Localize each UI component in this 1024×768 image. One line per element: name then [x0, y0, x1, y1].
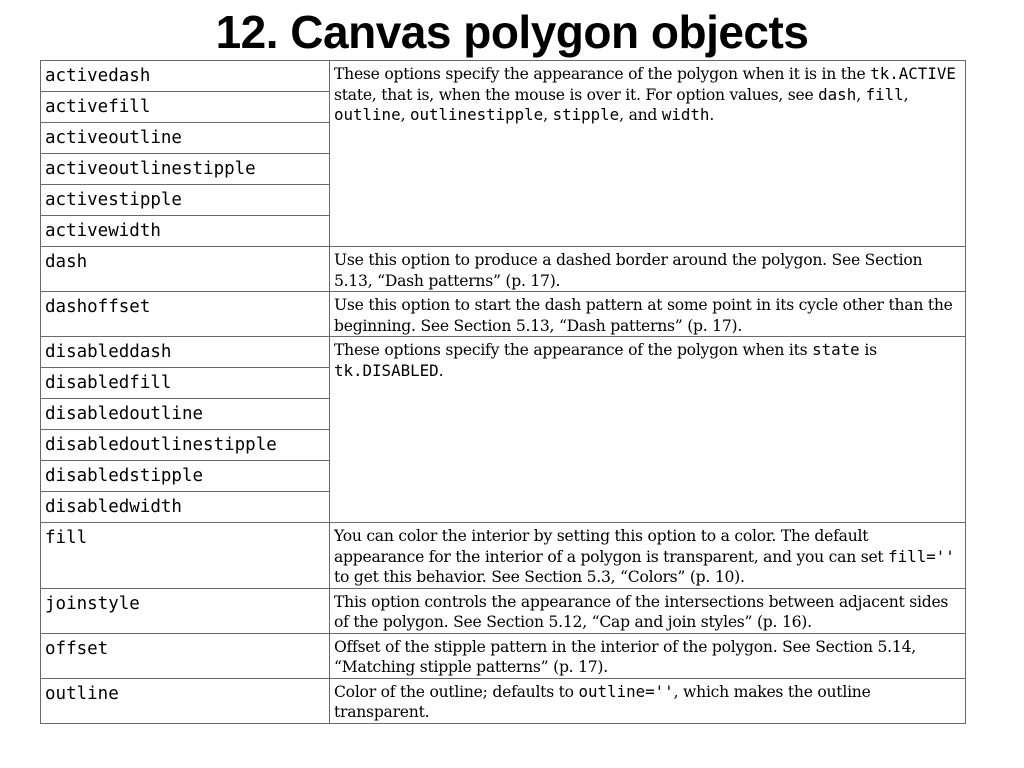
table-row: [41, 588, 966, 633]
description-text: Color of the outline; defaults to: [334, 682, 579, 701]
option-name-cell: activewidth: [41, 216, 330, 247]
option-description-cell: [330, 247, 966, 292]
description-text: You can color the interior by setting this option to a color. The default appearance for the interior of a polygon is transparent, and you can set: [334, 527, 889, 566]
description-text: .: [709, 106, 715, 124]
description-text: to get this behavior. See Section 5.3, “Colors” (p. 10).: [334, 568, 745, 586]
code-term: outline: [334, 105, 401, 124]
table-row: [41, 633, 966, 678]
option-name-cell: activedash: [41, 61, 330, 92]
option-name-cell: disabledwidth: [41, 492, 330, 523]
description-text: ,: [400, 106, 410, 124]
code-term: fill='': [888, 546, 955, 566]
options-table: [40, 60, 966, 724]
option-name-cell: joinstyle: [41, 588, 330, 633]
option-name-cell: outline: [41, 678, 330, 723]
option-description-cell: [330, 61, 966, 247]
option-name-cell: activeoutlinestipple: [41, 154, 330, 185]
option-name-cell: disabledoutline: [41, 399, 330, 430]
table-row: [41, 292, 966, 337]
option-name-cell: activeoutline: [41, 123, 330, 154]
description-text: .: [438, 361, 444, 380]
description-text: Use this option to produce a dashed border around the polygon. See Section 5.13, “Dash patterns” (p. 17).: [334, 251, 923, 290]
code-term: tk.DISABLED: [334, 360, 439, 380]
code-term: fill: [865, 84, 904, 104]
option-description-cell: [330, 337, 966, 523]
description-text: ,: [903, 85, 909, 104]
code-term: dash: [818, 84, 857, 104]
description-text: state, that is, when the mouse is over it. For option values, see: [334, 85, 819, 104]
option-description-cell: [330, 588, 966, 633]
option-description-cell: [330, 633, 966, 678]
option-description-cell: [330, 292, 966, 337]
description-text: , and: [619, 106, 662, 124]
description-text: This option controls the appearance of the intersections between adjacent sides of the polygon. See Section 5.12, “Cap and join styles” (p. 16).: [334, 592, 949, 631]
code-term: outline='': [578, 681, 674, 701]
table-row: [41, 61, 966, 92]
option-name-cell: dashoffset: [41, 292, 330, 337]
option-description-cell: [330, 523, 966, 589]
code-term: outlinestipple: [410, 105, 544, 124]
table-row: [41, 247, 966, 292]
option-description-cell: [330, 678, 966, 723]
option-name-cell: disabledfill: [41, 368, 330, 399]
code-term: state: [812, 340, 860, 359]
option-name-cell: activestipple: [41, 185, 330, 216]
description-text: ,: [856, 85, 866, 104]
options-table-body: [41, 61, 966, 724]
option-name-cell: disabledstipple: [41, 461, 330, 492]
description-text: These options specify the appearance of the polygon when it is in the: [334, 65, 871, 83]
description-text: is: [859, 341, 877, 359]
description-text: Use this option to start the dash pattern at some point in its cycle other than the beginning. See Section 5.13, “Dash patterns” (p. 17).: [334, 296, 953, 335]
option-name-cell: fill: [41, 523, 330, 589]
code-term: tk.ACTIVE: [870, 64, 956, 83]
option-name-cell: disableddash: [41, 337, 330, 368]
option-name-cell: disabledoutlinestipple: [41, 430, 330, 461]
description-text: ,: [543, 106, 553, 124]
table-row: [41, 337, 966, 368]
table-row: [41, 523, 966, 589]
option-name-cell: activefill: [41, 92, 330, 123]
code-term: stipple: [552, 105, 620, 124]
table-row: [41, 678, 966, 723]
description-text: Offset of the stipple pattern in the interior of the polygon. See Section 5.14, “Matching stipple patterns” (p. 17).: [334, 637, 916, 676]
description-text: These options specify the appearance of the polygon when its: [334, 341, 813, 359]
option-name-cell: offset: [41, 633, 330, 678]
code-term: width: [661, 105, 710, 124]
description-text: , which makes the outline transparent.: [334, 682, 871, 721]
page-title: 12. Canvas polygon objects: [215, 6, 809, 58]
option-name-cell: dash: [41, 247, 330, 292]
